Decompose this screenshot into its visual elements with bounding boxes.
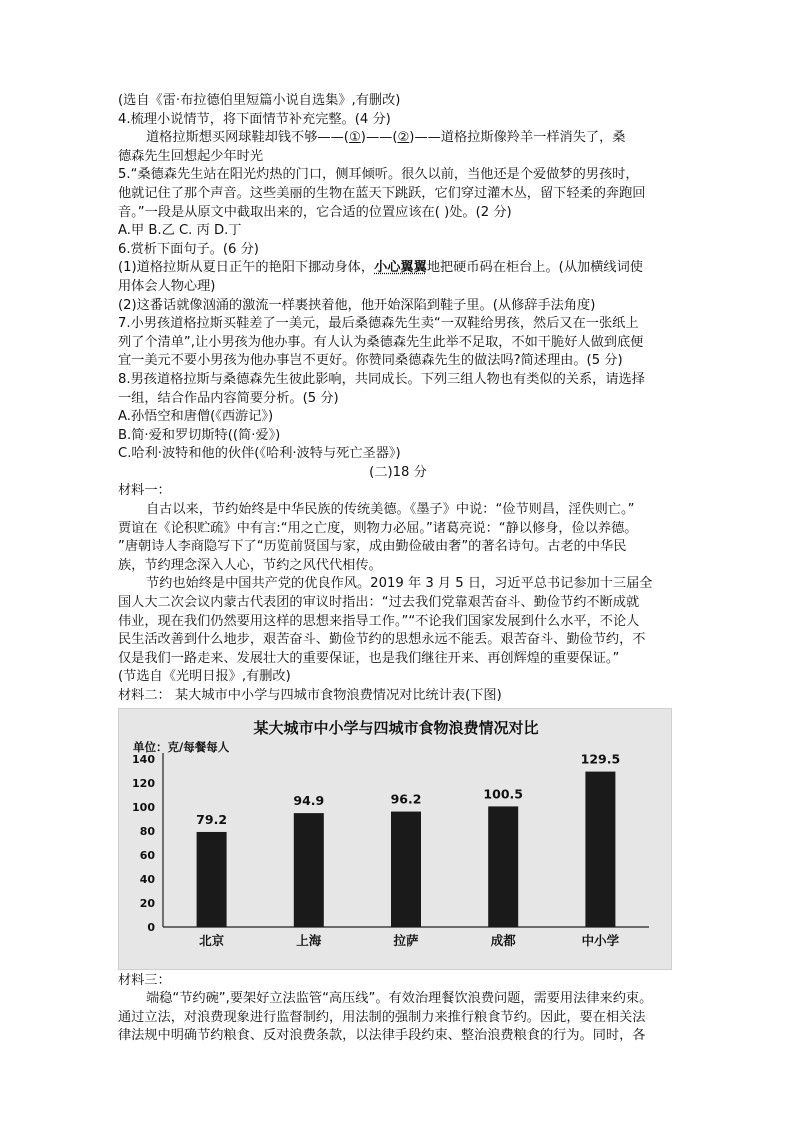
question-8-option-c: C.哈利·波特和他的伙伴(《哈利·波特与死亡圣器》)	[118, 446, 401, 462]
material-1-p2-line-4: 民生活改善到什么地步，艰苦奋斗、勤俭节约的思想永远不能丢。艰苦奋斗、勤俭节约，不	[118, 632, 646, 648]
section-2-heading: (二)18 分	[369, 464, 427, 480]
y-tick-label: 60	[139, 848, 155, 862]
material-2-label: 材料二： 某大城市中小学与四城市食物浪费情况对比统计表(下图)	[118, 688, 502, 703]
question-8-option-a: A.孙悟空和唐僧(《西游记》)	[118, 409, 274, 425]
document-page	[118, 92, 678, 1046]
y-tick-label: 120	[132, 776, 155, 790]
question-5-options: A.甲 B.乙 C. 丙 D.丁	[118, 223, 242, 239]
y-tick-label: 0	[147, 920, 155, 934]
material-1-p2-line-3: 伟业，现在我们仍然要用这样的思想来指导工作。”“不论我们国家发展到什么水平，不论人	[118, 613, 640, 629]
chart-canvas	[119, 709, 673, 971]
material-1-label: 材料一：	[118, 483, 171, 499]
bar-value-label: 96.2	[390, 791, 422, 807]
chart-title: 某大城市中小学与四城市食物浪费情况对比	[253, 718, 539, 737]
bar	[585, 771, 615, 926]
x-tick-label: 中小学	[581, 932, 620, 948]
bar	[488, 806, 518, 927]
question-7-line-2: 列了个清单”,让小男孩为他办事。有人认为桑德森先生此举不足取，不如干脆好人做到底便	[118, 334, 644, 350]
material-1-p1-line-3: ”唐朝诗人李商隐写下了“历览前贤国与家，成由勤俭破由奢”的著名诗句。古老的中华民	[118, 539, 627, 555]
y-tick-label: 20	[139, 896, 155, 910]
question-6-1: (1)道格拉斯从夏日正午的艳阳下挪动身体，小心翼翼地把硬币码在柜台上。(从加横线词使	[118, 260, 643, 276]
bar-value-label: 100.5	[483, 785, 523, 801]
blank-1: ①	[348, 130, 361, 146]
material-1-p1-line-2: 贾谊在《论积贮疏》中有言:“用之亡度，则物力必屈。”诸葛亮说：“静以修身，俭以养德。	[118, 520, 638, 536]
y-tick-label: 140	[132, 752, 155, 766]
x-tick-label: 北京	[199, 932, 225, 948]
chart-unit-label: 单位：克/每餐每人	[133, 739, 230, 754]
bar-value-label: 129.5	[580, 751, 621, 767]
material-3-line-2: 通过立法，对浪费现象进行监督制约，用法制的强制力来推行粮食节约。因此，要在相关法	[118, 1009, 646, 1025]
bar	[197, 832, 227, 927]
source-note: (选自《雷·布拉德伯里短篇小说自选集》,有删改)	[118, 93, 401, 108]
question-7-line-3: 宜一美元不要小男孩为他办事岂不更好。你赞同桑德森先生的做法吗?简述理由。(5 分)	[118, 353, 623, 369]
question-7-line-1: 7.小男孩道格拉斯买鞋差了一美元，最后桑德森先生卖“一双鞋给男孩，然后又在一张纸上	[118, 316, 639, 332]
bar-value-label: 94.9	[293, 792, 325, 808]
source-note-2: (节选自《光明日报》,有删改)	[118, 669, 291, 685]
material-3-label: 材料三：	[118, 972, 171, 988]
material-1-p1-line-4: 族，节约理念深入人心，节约之风代代相传。	[118, 557, 382, 573]
question-5-line-1: 5.“桑德森先生站在阳光灼热的门口，侧耳倾听。很久以前，当他还是个爱做梦的男孩时，	[118, 167, 639, 183]
question-6: 6.赏析下面句子。(6 分)	[118, 241, 259, 257]
material-1-p2-line-1: 节约也始终是中国共产党的优良作风。2019 年 3 月 5 日，习近平总书记参加十三届全	[146, 576, 653, 592]
x-tick-label: 上海	[296, 932, 322, 948]
x-tick-label: 成都	[490, 932, 516, 948]
material-3-line-1: 端稳“节约碗”,要架好立法监管“高压线”。有效治理餐饮浪费问题，需要用法律来约束。	[146, 991, 653, 1007]
question-4-plot-line-2: 德森先生回想起少年时光	[118, 148, 264, 164]
material-1-p1-line-1: 自古以来，节约始终是中华民族的传统美德。《墨子》中说：“俭节则昌，淫佚则亡。”	[146, 502, 635, 518]
question-4-plot-line: 道格拉斯想买网球鞋却钱不够——(①)——(②)——道格拉斯像羚羊一样消失了，桑	[146, 130, 626, 146]
question-8-option-b: B.简·爱和罗切斯特((简·爱》)	[118, 427, 281, 443]
question-5-line-3: 音。”一段是从原文中截取出来的，它合适的位置应该在( )处。(2 分)	[118, 204, 512, 220]
y-tick-label: 80	[139, 824, 155, 838]
question-8-line-1: 8.男孩道格拉斯与桑德森先生彼此影响，共同成长。下列三组人物也有类似的关系，请选择	[118, 371, 645, 387]
y-tick-label: 40	[139, 872, 155, 886]
material-1-p2-line-5: 仅是我们一路走来、发展壮大的重要保证，也是我们继往开来、再创辉煌的重要保证。”	[118, 650, 620, 666]
question-4: 4.梳理小说情节，将下面情节补充完整。(4 分)	[118, 111, 391, 127]
question-5-line-2: 他就记住了那个声音。这些美丽的生物在蓝天下跳跃，它们穿过灌木丛，留下轻柔的奔跑回	[118, 185, 646, 201]
material-1-p2-line-2: 国人大二次会议内蒙古代表团的审议时指出：“过去我们党靠艰苦奋斗、勤俭节约不断成就	[118, 595, 640, 611]
question-6-2: (2)这番话就像汹涌的激流一样裹挟着他，他开始深陷到鞋子里。(从修辞手法角度)	[118, 297, 596, 313]
y-tick-label: 100	[132, 800, 155, 814]
material-3-line-3: 律法规中明确节约粮食、反对浪费条款，以法律手段约束、整治浪费粮食的行为。同时，各	[118, 1028, 646, 1044]
blank-2: ②	[397, 130, 410, 146]
marked-word: 小心翼翼	[374, 260, 427, 276]
question-6-1-cont: 用体会人物心理)	[118, 278, 216, 294]
x-tick-label: 拉萨	[393, 932, 419, 948]
bar-value-label: 79.2	[196, 811, 228, 827]
question-8-line-2: 一组，结合作品内容简要分析。(5 分)	[118, 390, 339, 406]
bar	[391, 811, 421, 926]
food-waste-bar-chart	[118, 708, 672, 970]
bar	[294, 813, 324, 927]
